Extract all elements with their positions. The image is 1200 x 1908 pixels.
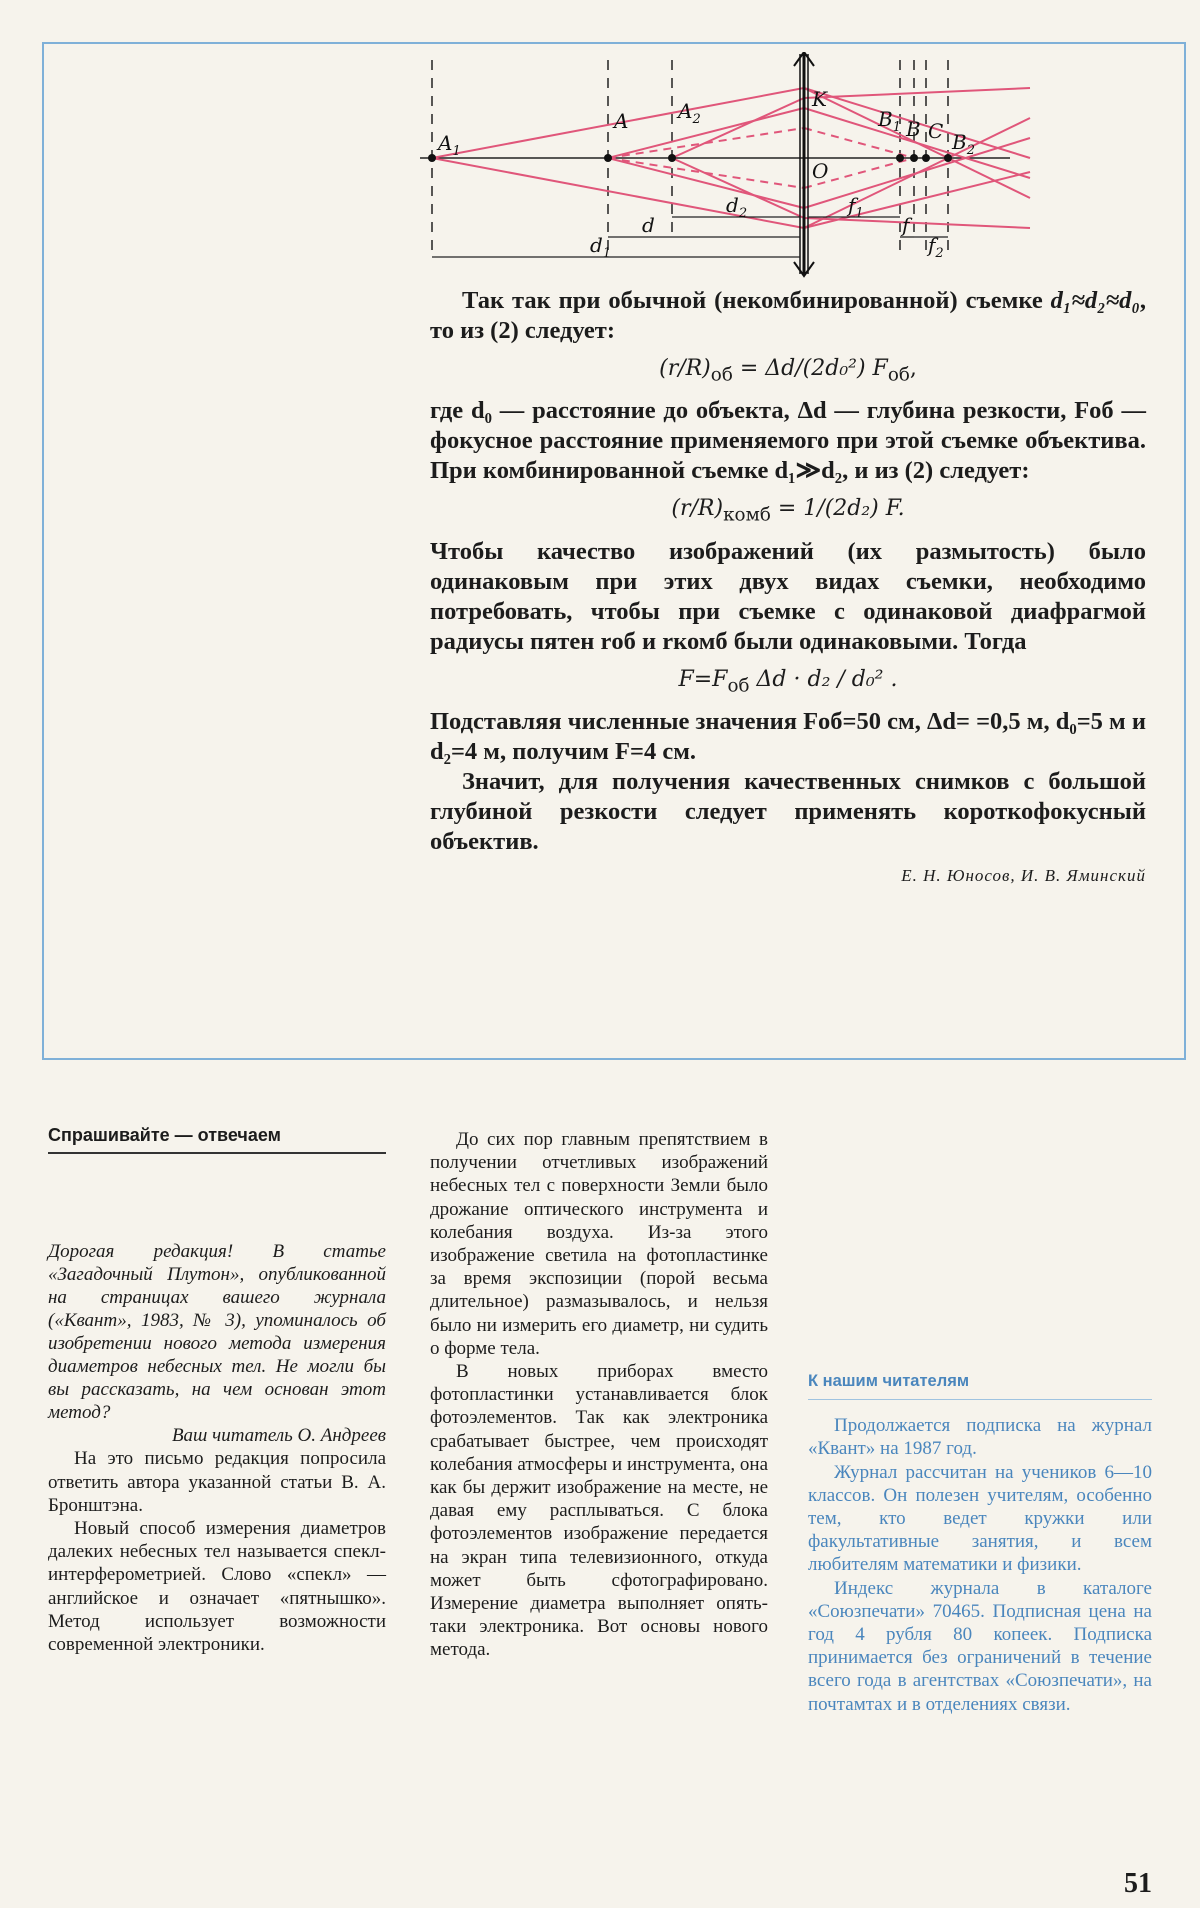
reader-letter: Дорогая редакция! В статье «Загадочный Плутон», опубликованной на страницах вашего журнала («Квант», 1983, № 3), упоминалось об изобретении нового метода измерения диаметров небесных тел. Не могли бы вы рассказать, на чем основан этот метод? [48, 1241, 386, 1424]
label-f1: $f_1$ [848, 193, 864, 221]
label-B: B [906, 117, 921, 141]
readers-notice [808, 1370, 1152, 1716]
col1-paragraph-1: На это письмо редакция попросила ответить автора указанной статьи В. А. Бронштэна. [48, 1448, 386, 1516]
label-O: O [812, 159, 829, 183]
label-B2: $B_2$ [952, 130, 975, 158]
formula-3: $F=F_{об}$ Δd · d₂ / d₀² . [678, 666, 898, 697]
paragraph-3: Чтобы качество изображений (их размытость) было одинаковым при этих двух видах съемки, необходимо потребовать, чтобы при съемке с одинаковой диафрагмой радиусы пятен rоб и rкомб были одинаковыми. Тогда [430, 537, 1146, 655]
readers-paragraph-1: Продолжается подписка на журнал «Квант» на 1987 год. [808, 1415, 1152, 1460]
label-B1: $B_1$ [878, 107, 901, 135]
label-K: K [812, 87, 827, 111]
readers-paragraph-2: Журнал рассчитан на учеников 6—10 классов. Он полезен учителям, особенно тем, кто ведет кружки или факультативные занятия, и всем любителям математики и физики. [808, 1461, 1152, 1576]
col2-paragraph-1: До сих пор главным препятствием в получении отчетливых изображений небесных тел с поверхности Земли было дрожание оптического инструмента и колебания воздуха. Из-за этого изображение светила на фотопластинке за время экспозиции (порой весьма длительное) размазывалось, и нельзя было ни измерить его диаметр, ни судить о форме тела. [430, 1129, 768, 1359]
col1-paragraph-2: Новый способ измерения диаметров далеких небесных тел называется спекл-интерферометрией. Слово «спекл» — английское и означает «пятнышко». Метод использует возможности современной электроники. [48, 1518, 386, 1656]
paragraph-1: Так так при обычной (некомбинированной) съемке d₁≈d₂≈d₀, то из (2) следует: [430, 287, 1146, 344]
paragraph-5: Значит, для получения качественных снимков с большой глубиной резкости следует применять короткофокусный объектив. [430, 768, 1146, 856]
paragraph-2: где d₀ — расстояние до объекта, Δd — глубина резкости, Fоб — фокусное расстояние применяемого при этой съемке объектива. При комбинированной съемке d₁≫d₂, и из (2) следует: [430, 397, 1146, 485]
paragraph-4: Подставляя численные значения Fоб=50 см, Δd= =0,5 м, d₀=5 м и d₂=4 м, получим F=4 см. [430, 708, 1146, 766]
formula-2: $(r/R)_{комб} = 1/(2d_2)$ F. [671, 496, 905, 526]
section-title: Спрашивайте — отвечаем [48, 1124, 386, 1154]
readers-paragraph-3: Индекс журнала в каталоге «Союзпечати» 70465. Подписная цена на год 4 рубля 80 копеек. Подписка принимается без ограничений в течение всего года в агентствах «Союзпечати», на почтамтах и в отделениях связи. [808, 1577, 1152, 1715]
solution-text [430, 286, 1146, 891]
reader-signature: Ваш читатель О. Андреев [171, 1425, 386, 1447]
label-A: A [614, 109, 629, 133]
page-number: 51 [1124, 1868, 1152, 1899]
formula-1: $(r/R)_{об} = \Delta d/(2d_0^2)$ $F_{об}$, [659, 356, 917, 386]
lens-ray-diagram [420, 52, 1142, 282]
authors: Е. Н. Юносов, И. В. Яминский [901, 866, 1146, 886]
label-C: C [928, 119, 944, 143]
dimension-lines [432, 217, 948, 257]
label-d2: $d_2$ [726, 193, 748, 221]
label-f: f [902, 213, 910, 237]
label-A1: $A_1$ [438, 131, 461, 159]
label-A2: $A_2$ [678, 99, 701, 127]
label-d1: $d_1$ [590, 233, 612, 261]
column-2 [430, 1128, 768, 1662]
col2-paragraph-2: В новых приборах вместо фотопластинки устанавливается блок фотоэлементов. Так как электроника срабатывает быстрее, чем происходят колебания атмосферы и инструмента, она как бы держит изображение на месте, не давая ему расплываться. С блока фотоэлементов изображение передается на экран типа телевизионного, откуда может быть сфотографировано. Измерение диаметра выполняет опять-таки электроника. Вот основы нового метода. [430, 1361, 768, 1661]
lens [794, 52, 814, 276]
readers-title: К нашим читателям [808, 1370, 1152, 1400]
label-f2: $f_2$ [928, 233, 944, 261]
column-1 [48, 1124, 386, 1656]
label-d: d [642, 213, 655, 237]
